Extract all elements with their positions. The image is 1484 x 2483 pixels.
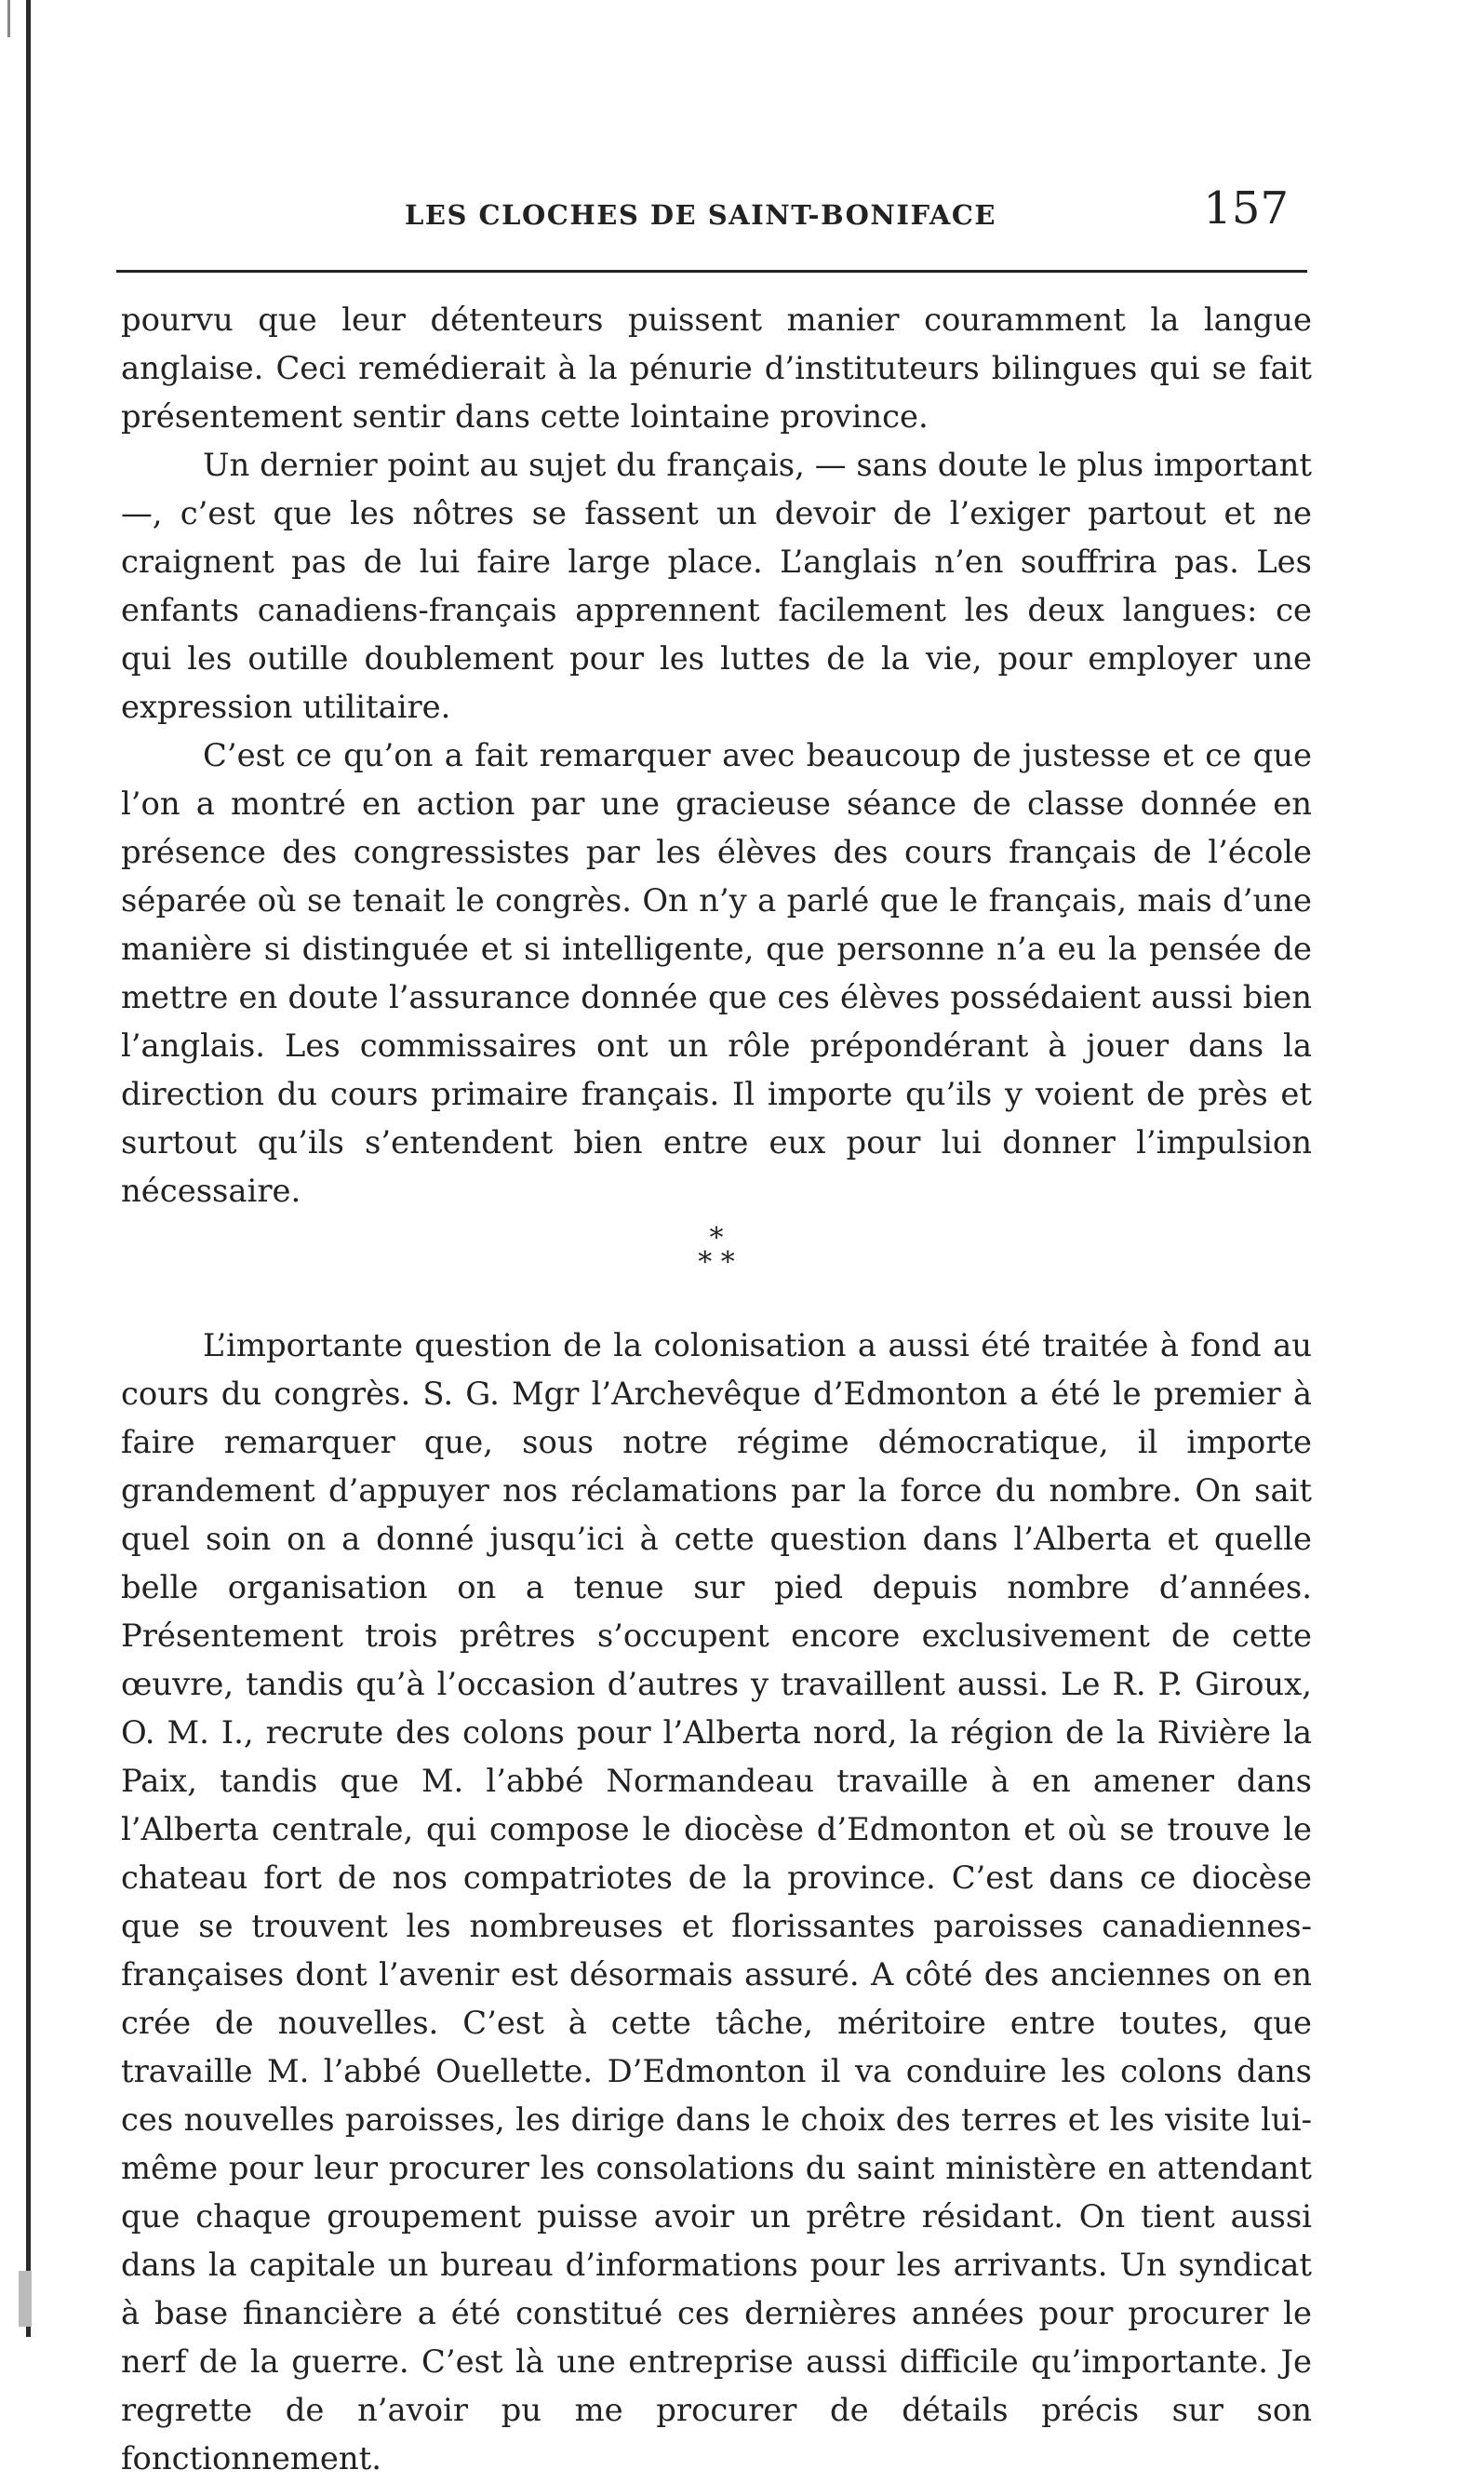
paragraph-continuation: pourvu que leur détenteurs puissent manier couramment la langue anglaise. Ceci remédierait à la pénurie d’instituteurs bilingues qui se fait présentement sentir dans cette lointaine province. — [121, 302, 1312, 435]
header-rule — [116, 270, 1307, 273]
running-title: LES CLOCHES DE SAINT-BONIFACE — [405, 199, 997, 231]
paragraph-school-demo: C’est ce qu’on a fait remarquer avec beaucoup de justesse et ce que l’on a montré en action par une gracieuse séance de classe donnée en présence des congressistes par les élèves des cours français de l’école séparée où se tenait le congrès. On n’y a parlé que le français, mais d’une manière si distinguée et si intelligente, que personne n’a eu la pensée de mettre en doute l’assurance donnée que ces élèves possédaient aussi bien l’anglais. Les commissaires ont un rôle prépondérant à jouer dans la direction du cours primaire français. Il importe qu’ils y voient de près et surtout qu’ils s’entendent bien entre eux pour lui donner l’impulsion nécessaire. — [121, 737, 1312, 1209]
separator-top-star: * — [709, 1222, 724, 1255]
separator-bottom-stars: * * — [698, 1246, 735, 1279]
scan-speck — [7, 0, 10, 37]
scan-speck — [19, 2271, 32, 2327]
page-header — [121, 182, 1307, 248]
paragraph-french-point: Un dernier point au sujet du français, — sans doute le plus important —, c’est que les nôtres se fassent un devoir de l’exiger partout et ne craignent pas de lui faire large place. L’anglais n’en souffrira pas. Les enfants canadiens-français apprennent facilement les deux langues: ce qui les outille doublement pour les luttes de la vie, pour employer une expression utilitaire. — [121, 447, 1312, 725]
paragraph-colonisation: L’importante question de la colonisation a aussi été traitée à fond au cours du congrès. S. G. Mgr l’Archevêque d’Edmonton a été le premier à faire remarquer que, sous notre régime démocratique, il importe grandement d’appuyer nos réclamations par la force du nombre. On sait quel soin on a donné jusqu’ici à cette question dans l’Alberta et quelle belle organisation on a tenue sur pied depuis nombre d’années. Présentement trois prêtres s’occupent encore exclusivement de cette œuvre, tandis qu’à l’occasion d’autres y travaillent aussi. Le R. P. Giroux, O. M. I., recrute des colons pour l’Alberta nord, la région de la Rivière la Paix, tandis que M. l’abbé Normandeau travaille à en amener dans l’Alberta centrale, qui compose le diocèse d’Edmonton et où se trouve le chateau fort de nos compatriotes de la province. C’est dans ce diocèse que se trouvent les nombreuses et florissantes paroisses canadiennes-françaises dont l’avenir est désormais assuré. A côté des anciennes on en crée de nouvelles. C’est à cette tâche, méritoire entre toutes, que travaille M. l’abbé Ouellette. D’Edmonton il va conduire les colons dans ces nouvelles paroisses, les dirige dans le choix des terres et les visite lui-même pour leur procurer les consolations du saint ministère en attendant que chaque groupement puisse avoir un prêtre résidant. On tient aussi dans la capitale un bureau d’informations pour les arrivants. Un syndicat à base financière a été constitué ces dernières années pour procurer le nerf de la guerre. C’est là une entreprise aussi difficile qu’importante. Je regrette de n’avoir pu me procurer de détails précis sur son fonctionnement. — [121, 1327, 1312, 2476]
page-binding-edge — [26, 0, 31, 2337]
body-text — [121, 296, 1312, 2483]
page-number: 157 — [1203, 182, 1289, 235]
section-separator — [121, 1222, 1312, 1309]
